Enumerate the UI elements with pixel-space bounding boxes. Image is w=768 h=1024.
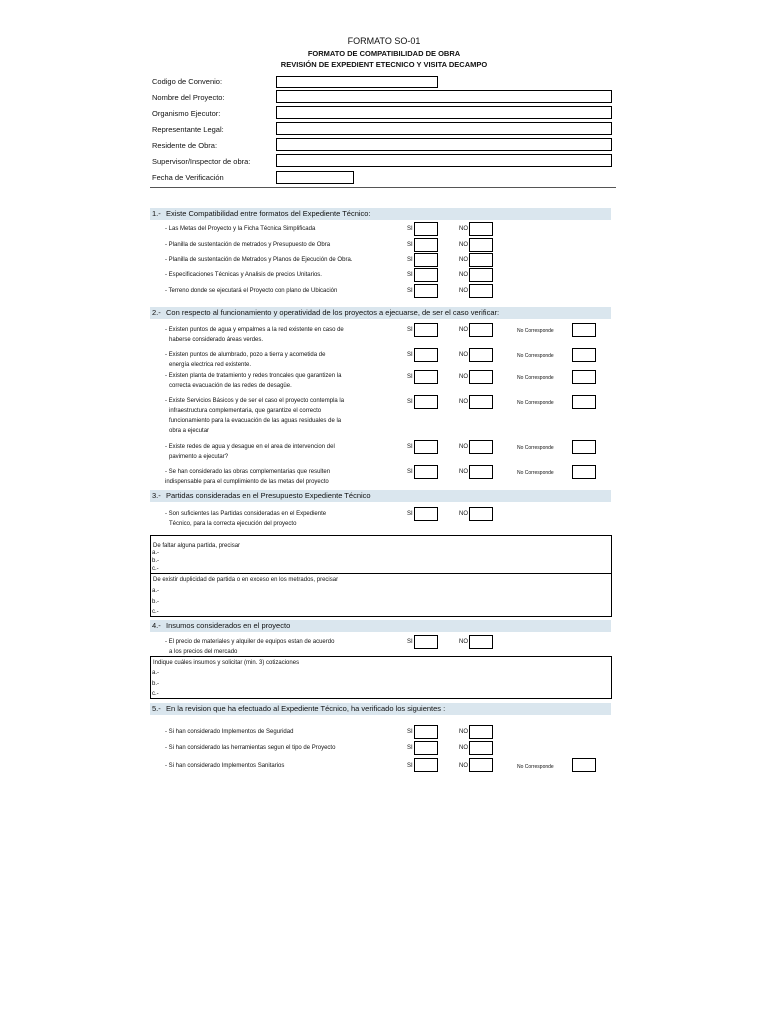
section-header-2 bbox=[150, 307, 611, 319]
divider bbox=[150, 187, 616, 188]
no-checkbox[interactable] bbox=[469, 725, 493, 739]
section-title: Partidas consideradas en el Presupuesto Expediente Técnico bbox=[166, 491, 371, 500]
no-label: NO bbox=[459, 352, 468, 358]
no-label: NO bbox=[459, 288, 468, 294]
si-checkbox[interactable] bbox=[414, 395, 438, 409]
no-checkbox[interactable] bbox=[469, 741, 493, 755]
no-checkbox[interactable] bbox=[469, 238, 493, 252]
item-text: - Existen puntos de alumbrado, pozo a tierra y acometida de bbox=[165, 352, 326, 358]
item-text: pavimento a ejecutar? bbox=[169, 454, 229, 460]
no-checkbox[interactable] bbox=[469, 395, 493, 409]
field-label-representante: Representante Legal: bbox=[152, 125, 224, 134]
no-checkbox[interactable] bbox=[469, 370, 493, 384]
item-text: a los precios del mercado bbox=[169, 649, 238, 655]
si-checkbox[interactable] bbox=[414, 268, 438, 282]
field-label-nombre: Nombre del Proyecto: bbox=[152, 93, 225, 102]
nc-checkbox[interactable] bbox=[572, 348, 596, 362]
residente-input[interactable] bbox=[276, 138, 612, 151]
no-label: NO bbox=[459, 444, 468, 450]
nc-checkbox[interactable] bbox=[572, 758, 596, 772]
item-text: - Terreno donde se ejecutará el Proyecto con plano de Ubicación bbox=[165, 288, 338, 294]
nc-checkbox[interactable] bbox=[572, 395, 596, 409]
no-label: NO bbox=[459, 639, 468, 645]
no-label: NO bbox=[459, 226, 468, 232]
field-label-supervisor: Supervisor/Inspector de obra: bbox=[152, 157, 251, 166]
item-text: - Se han considerado las obras complementarias que resulten bbox=[165, 469, 331, 475]
section-number: 3.- bbox=[152, 491, 161, 500]
si-checkbox[interactable] bbox=[414, 741, 438, 755]
no-checkbox[interactable] bbox=[469, 440, 493, 454]
no-checkbox[interactable] bbox=[469, 222, 493, 236]
missing-items-box[interactable] bbox=[150, 535, 612, 574]
nc-label: No Corresponde bbox=[517, 445, 554, 451]
nombre-input[interactable] bbox=[276, 90, 612, 103]
item-text: obra a ejecutar bbox=[169, 428, 210, 434]
codigo-input[interactable] bbox=[276, 76, 438, 88]
no-label: NO bbox=[459, 729, 468, 735]
section-title: En la revision que ha efectuado al Expediente Técnico, ha verificado los siguientes : bbox=[166, 704, 446, 713]
nc-label: No Corresponde bbox=[517, 400, 554, 406]
item-text: correcta evacuación de las redes de desagüe. bbox=[169, 383, 292, 389]
si-label: SI bbox=[407, 511, 413, 517]
item-text: Técnico, para la correcta ejecución del proyecto bbox=[169, 521, 297, 527]
section-header-5 bbox=[150, 703, 611, 715]
no-label: NO bbox=[459, 745, 468, 751]
no-label: NO bbox=[459, 399, 468, 405]
box-line: c.- bbox=[152, 691, 159, 697]
section-title: Insumos considerados en el proyecto bbox=[166, 621, 291, 630]
si-checkbox[interactable] bbox=[414, 440, 438, 454]
no-label: NO bbox=[459, 242, 468, 248]
si-checkbox[interactable] bbox=[414, 758, 438, 772]
form-subtitle-2: REVISIÓN DE EXPEDIENT ETECNICO Y VISITA DECAMPO bbox=[280, 60, 488, 69]
item-text: - Planilla de sustentación de Metrados y Planos de Ejecución de Obra. bbox=[165, 257, 353, 263]
section-header-4 bbox=[150, 620, 611, 632]
fecha-input[interactable] bbox=[276, 171, 354, 184]
item-text: energía electrica red existente. bbox=[169, 362, 252, 368]
si-label: SI bbox=[407, 242, 413, 248]
no-checkbox[interactable] bbox=[469, 635, 493, 649]
representante-input[interactable] bbox=[276, 122, 612, 135]
section-title: Existe Compatibilidad entre formatos del Expediente Técnico: bbox=[166, 209, 371, 218]
si-label: SI bbox=[407, 729, 413, 735]
box-line: b.- bbox=[152, 681, 160, 687]
no-label: NO bbox=[459, 374, 468, 380]
box-line: a.- bbox=[152, 670, 160, 676]
no-checkbox[interactable] bbox=[469, 507, 493, 521]
item-text: - Si han considerado las herramientas segun el tipo de Proyecto bbox=[165, 745, 336, 751]
si-label: SI bbox=[407, 399, 413, 405]
si-checkbox[interactable] bbox=[414, 370, 438, 384]
si-label: SI bbox=[407, 469, 413, 475]
form-subtitle: FORMATO DE COMPATIBILIDAD DE OBRA bbox=[307, 49, 461, 58]
no-checkbox[interactable] bbox=[469, 253, 493, 267]
form-code: FORMATO SO-01 bbox=[347, 36, 421, 46]
section-title: Con respecto al funcionamiento y operatividad de los proyectos a ejecuarse, de ser el caso verificar: bbox=[166, 308, 500, 317]
si-checkbox[interactable] bbox=[414, 253, 438, 267]
si-label: SI bbox=[407, 763, 413, 769]
box-line: b.- bbox=[152, 599, 160, 605]
item-text: haberse considerado áreas verdes. bbox=[169, 337, 264, 343]
si-label: SI bbox=[407, 444, 413, 450]
item-text: - Las Metas del Proyecto y la Ficha Técnica Simplificada bbox=[165, 226, 316, 232]
no-label: NO bbox=[459, 763, 468, 769]
supervisor-input[interactable] bbox=[276, 154, 612, 167]
item-text: - Existe redes de agua y desague en el area de intervencion del bbox=[165, 444, 335, 450]
si-checkbox[interactable] bbox=[414, 465, 438, 479]
item-text: - Existe Servicios Básicos y de ser el caso el proyecto contempla la bbox=[165, 398, 345, 404]
box-line: c.- bbox=[152, 609, 159, 615]
nc-label: No Corresponde bbox=[517, 328, 554, 334]
item-text: - Especificaciones Técnicas y Analisis de precios Unitarios. bbox=[165, 272, 322, 278]
si-checkbox[interactable] bbox=[414, 222, 438, 236]
si-label: SI bbox=[407, 639, 413, 645]
si-label: SI bbox=[407, 352, 413, 358]
organismo-input[interactable] bbox=[276, 106, 612, 119]
si-label: SI bbox=[407, 226, 413, 232]
box-line: b.- bbox=[152, 558, 160, 564]
si-checkbox[interactable] bbox=[414, 507, 438, 521]
no-checkbox[interactable] bbox=[469, 284, 493, 298]
nc-label: No Corresponde bbox=[517, 470, 554, 476]
nc-label: No Corresponde bbox=[517, 764, 554, 770]
section-header-3 bbox=[150, 490, 611, 502]
nc-label: No Corresponde bbox=[517, 353, 554, 359]
item-text: - Planilla de sustentación de metrados y Presupuesto de Obra bbox=[165, 242, 331, 248]
si-checkbox[interactable] bbox=[414, 635, 438, 649]
item-text: - Si han considerado Implementos de Seguridad bbox=[165, 729, 294, 735]
box-line: a.- bbox=[152, 588, 160, 594]
field-label-organismo: Organismo Ejecutor: bbox=[152, 109, 221, 118]
nc-label: No Corresponde bbox=[517, 375, 554, 381]
box-heading: De faltar alguna partida, precisar bbox=[153, 543, 241, 549]
no-label: NO bbox=[459, 272, 468, 278]
item-text: funcionamiento para la evacuación de las aguas residuales de la bbox=[169, 418, 342, 424]
item-text: - Existen planta de tratamiento y redes troncales que garantizen la bbox=[165, 373, 342, 379]
no-label: NO bbox=[459, 257, 468, 263]
si-label: SI bbox=[407, 288, 413, 294]
insumos-box[interactable] bbox=[150, 656, 612, 699]
si-label: SI bbox=[407, 745, 413, 751]
no-label: NO bbox=[459, 327, 468, 333]
si-checkbox[interactable] bbox=[414, 348, 438, 362]
box-heading: De existir duplicidad de partida o en exceso en los metrados, precisar bbox=[153, 577, 339, 583]
section-header-1 bbox=[150, 208, 611, 220]
item-text: infraestructura complementaria, que garantize el correcto bbox=[169, 408, 322, 414]
field-label-codigo: Codigo de Convenio: bbox=[152, 77, 223, 86]
item-text: - Son suficientes las Partidas consideradas en el Expediente bbox=[165, 511, 327, 517]
field-label-fecha: Fecha de Verificación bbox=[152, 173, 224, 182]
nc-checkbox[interactable] bbox=[572, 323, 596, 337]
si-label: SI bbox=[407, 272, 413, 278]
no-checkbox[interactable] bbox=[469, 348, 493, 362]
no-checkbox[interactable] bbox=[469, 465, 493, 479]
si-label: SI bbox=[407, 257, 413, 263]
item-text: indispensable para el cumplimiento de las metas del proyecto bbox=[165, 479, 329, 485]
no-checkbox[interactable] bbox=[469, 323, 493, 337]
nc-checkbox[interactable] bbox=[572, 370, 596, 384]
section-number: 2.- bbox=[152, 308, 161, 317]
box-heading: Indique cuáles insumos y solicitar (min. 3) cotizaciones bbox=[153, 660, 300, 666]
no-checkbox[interactable] bbox=[469, 758, 493, 772]
item-text: - Si han considerado Implementos Sanitarios bbox=[165, 763, 285, 769]
item-text: - El precio de materiales y alquiler de equipos estan de acuerdo bbox=[165, 639, 335, 645]
item-text: - Existen puntos de agua y empalmes a la red existente en caso de bbox=[165, 327, 344, 333]
section-number: 1.- bbox=[152, 209, 161, 218]
section-number: 4.- bbox=[152, 621, 161, 630]
section-number: 5.- bbox=[152, 704, 161, 713]
no-label: NO bbox=[459, 511, 468, 517]
no-label: NO bbox=[459, 469, 468, 475]
si-checkbox[interactable] bbox=[414, 284, 438, 298]
si-checkbox[interactable] bbox=[414, 725, 438, 739]
nc-checkbox[interactable] bbox=[572, 465, 596, 479]
si-checkbox[interactable] bbox=[414, 238, 438, 252]
si-label: SI bbox=[407, 374, 413, 380]
si-checkbox[interactable] bbox=[414, 323, 438, 337]
duplicate-items-box[interactable] bbox=[150, 573, 612, 617]
field-label-residente: Residente de Obra: bbox=[152, 141, 218, 150]
si-label: SI bbox=[407, 327, 413, 333]
box-line: c.- bbox=[152, 566, 159, 572]
no-checkbox[interactable] bbox=[469, 268, 493, 282]
box-line: a.- bbox=[152, 550, 160, 556]
nc-checkbox[interactable] bbox=[572, 440, 596, 454]
